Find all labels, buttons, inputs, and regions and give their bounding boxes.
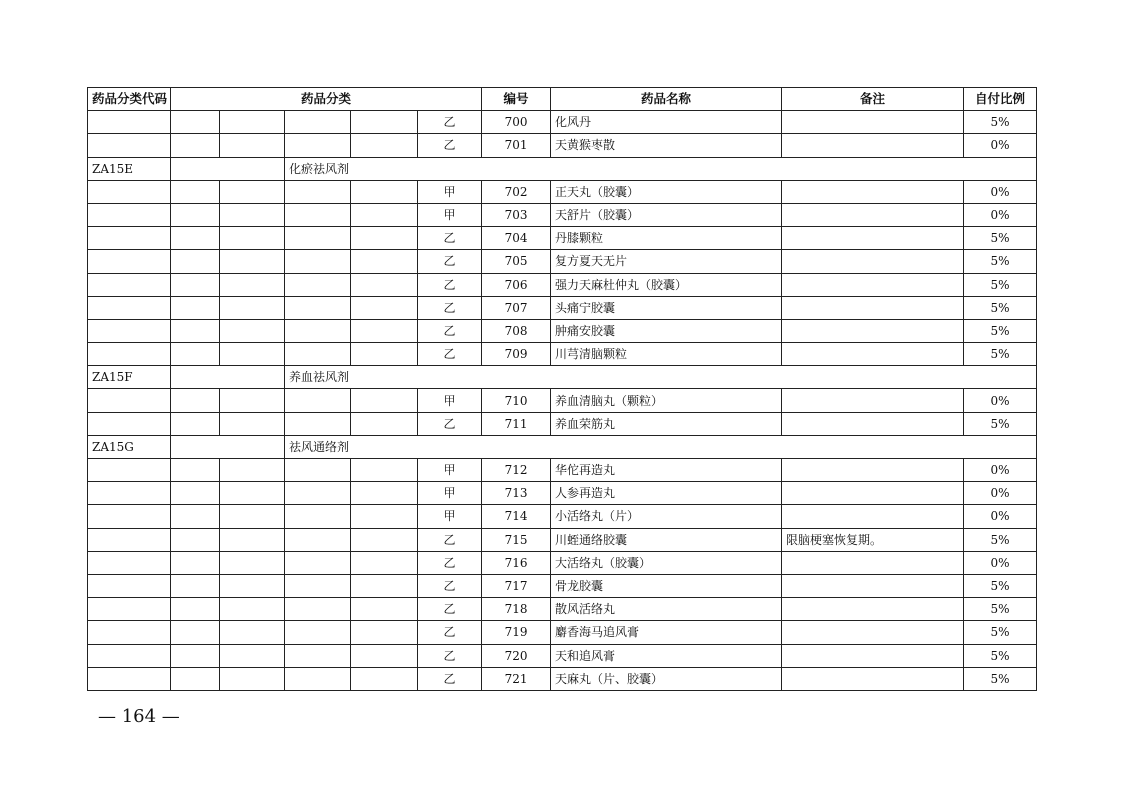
group-row [88, 366, 1037, 389]
remark-cell [782, 482, 964, 505]
empty-cell [285, 482, 351, 505]
ratio-cell: 0% [964, 505, 1037, 528]
ratio-cell: 5% [964, 667, 1037, 690]
class-cell: 乙 [418, 343, 482, 366]
empty-cell [171, 528, 220, 551]
table-row [88, 482, 1037, 505]
class-cell: 乙 [418, 134, 482, 157]
name-cell: 人参再造丸 [551, 482, 782, 505]
name-cell: 天黄猴枣散 [551, 134, 782, 157]
code-cell [88, 644, 171, 667]
code-cell [88, 203, 171, 226]
code-cell [88, 180, 171, 203]
empty-cell [171, 459, 220, 482]
number-cell: 700 [482, 111, 551, 134]
name-cell: 川芎清脑颗粒 [551, 343, 782, 366]
empty-cell [171, 667, 220, 690]
empty-cell [351, 574, 418, 597]
empty-cell [220, 389, 285, 412]
spacer-cell [171, 435, 285, 458]
name-cell: 骨龙胶囊 [551, 574, 782, 597]
number-cell: 701 [482, 134, 551, 157]
remark-cell: 限脑梗塞恢复期。 [782, 528, 964, 551]
empty-cell [351, 319, 418, 342]
code-cell [88, 343, 171, 366]
number-cell: 721 [482, 667, 551, 690]
empty-cell [171, 296, 220, 319]
header-code: 药品分类代码 [88, 88, 171, 111]
empty-cell [285, 203, 351, 226]
name-cell: 麝香海马追风膏 [551, 621, 782, 644]
name-cell: 小活络丸（片） [551, 505, 782, 528]
ratio-cell: 5% [964, 412, 1037, 435]
remark-cell [782, 273, 964, 296]
table-body [88, 111, 1037, 691]
table-row [88, 273, 1037, 296]
table-row [88, 319, 1037, 342]
empty-cell [220, 505, 285, 528]
empty-cell [351, 180, 418, 203]
empty-cell [351, 621, 418, 644]
code-cell [88, 319, 171, 342]
table-row [88, 296, 1037, 319]
class-cell: 乙 [418, 319, 482, 342]
ratio-cell: 5% [964, 273, 1037, 296]
empty-cell [285, 667, 351, 690]
class-cell: 乙 [418, 111, 482, 134]
table-row [88, 412, 1037, 435]
ratio-cell: 0% [964, 389, 1037, 412]
class-cell: 甲 [418, 203, 482, 226]
name-cell: 养血荣筋丸 [551, 412, 782, 435]
code-cell [88, 505, 171, 528]
table-row [88, 459, 1037, 482]
empty-cell [220, 598, 285, 621]
empty-cell [285, 343, 351, 366]
code-cell [88, 482, 171, 505]
remark-cell [782, 598, 964, 621]
empty-cell [285, 296, 351, 319]
empty-cell [220, 180, 285, 203]
remark-cell [782, 621, 964, 644]
name-cell: 化风丹 [551, 111, 782, 134]
code-cell [88, 598, 171, 621]
class-cell: 乙 [418, 551, 482, 574]
ratio-cell: 5% [964, 343, 1037, 366]
class-cell: 乙 [418, 667, 482, 690]
ratio-cell: 5% [964, 319, 1037, 342]
empty-cell [171, 273, 220, 296]
empty-cell [285, 319, 351, 342]
number-cell: 710 [482, 389, 551, 412]
empty-cell [351, 250, 418, 273]
class-cell: 甲 [418, 180, 482, 203]
header-name: 药品名称 [551, 88, 782, 111]
remark-cell [782, 180, 964, 203]
empty-cell [171, 227, 220, 250]
table-row [88, 134, 1037, 157]
number-cell: 708 [482, 319, 551, 342]
empty-cell [285, 389, 351, 412]
empty-cell [220, 227, 285, 250]
group-label: 祛风通络剂 [285, 435, 1037, 458]
ratio-cell: 5% [964, 111, 1037, 134]
drug-table [87, 87, 1037, 691]
code-cell [88, 621, 171, 644]
number-cell: 715 [482, 528, 551, 551]
number-cell: 713 [482, 482, 551, 505]
table-row [88, 343, 1037, 366]
empty-cell [171, 180, 220, 203]
name-cell: 天麻丸（片、胶囊） [551, 667, 782, 690]
empty-cell [351, 343, 418, 366]
empty-cell [351, 667, 418, 690]
ratio-cell: 0% [964, 180, 1037, 203]
ratio-cell: 5% [964, 621, 1037, 644]
name-cell: 正天丸（胶囊） [551, 180, 782, 203]
table-row [88, 250, 1037, 273]
code-cell [88, 273, 171, 296]
empty-cell [220, 343, 285, 366]
name-cell: 散风活络丸 [551, 598, 782, 621]
code-cell [88, 227, 171, 250]
table-header-row [88, 88, 1037, 111]
class-cell: 甲 [418, 389, 482, 412]
remark-cell [782, 412, 964, 435]
group-label: 化瘀祛风剂 [285, 157, 1037, 180]
header-category: 药品分类 [171, 88, 482, 111]
remark-cell [782, 227, 964, 250]
remark-cell [782, 551, 964, 574]
remark-cell [782, 296, 964, 319]
spacer-cell [171, 157, 285, 180]
empty-cell [220, 621, 285, 644]
table-row [88, 180, 1037, 203]
name-cell: 天舒片（胶囊） [551, 203, 782, 226]
empty-cell [220, 134, 285, 157]
empty-cell [171, 250, 220, 273]
table-row [88, 644, 1037, 667]
empty-cell [285, 551, 351, 574]
name-cell: 复方夏天无片 [551, 250, 782, 273]
ratio-cell: 0% [964, 482, 1037, 505]
empty-cell [285, 250, 351, 273]
name-cell: 华佗再造丸 [551, 459, 782, 482]
code-cell [88, 250, 171, 273]
ratio-cell: 0% [964, 134, 1037, 157]
empty-cell [220, 111, 285, 134]
empty-cell [171, 111, 220, 134]
class-cell: 甲 [418, 482, 482, 505]
table-row [88, 574, 1037, 597]
number-cell: 707 [482, 296, 551, 319]
empty-cell [171, 644, 220, 667]
empty-cell [220, 644, 285, 667]
empty-cell [285, 574, 351, 597]
empty-cell [351, 644, 418, 667]
empty-cell [220, 551, 285, 574]
number-cell: 702 [482, 180, 551, 203]
empty-cell [351, 111, 418, 134]
ratio-cell: 5% [964, 227, 1037, 250]
table-row [88, 227, 1037, 250]
empty-cell [220, 250, 285, 273]
group-code: ZA15G [88, 435, 171, 458]
empty-cell [351, 273, 418, 296]
group-label: 养血祛风剂 [285, 366, 1037, 389]
empty-cell [285, 273, 351, 296]
empty-cell [285, 134, 351, 157]
class-cell: 乙 [418, 412, 482, 435]
empty-cell [171, 621, 220, 644]
empty-cell [285, 528, 351, 551]
empty-cell [351, 389, 418, 412]
ratio-cell: 5% [964, 528, 1037, 551]
code-cell [88, 296, 171, 319]
empty-cell [351, 296, 418, 319]
number-cell: 711 [482, 412, 551, 435]
empty-cell [285, 505, 351, 528]
number-cell: 709 [482, 343, 551, 366]
table-row [88, 528, 1037, 551]
empty-cell [351, 459, 418, 482]
number-cell: 705 [482, 250, 551, 273]
empty-cell [171, 574, 220, 597]
number-cell: 718 [482, 598, 551, 621]
empty-cell [220, 412, 285, 435]
remark-cell [782, 343, 964, 366]
empty-cell [171, 505, 220, 528]
empty-cell [220, 296, 285, 319]
class-cell: 乙 [418, 644, 482, 667]
name-cell: 川蛭通络胶囊 [551, 528, 782, 551]
empty-cell [285, 598, 351, 621]
number-cell: 720 [482, 644, 551, 667]
empty-cell [171, 551, 220, 574]
empty-cell [351, 203, 418, 226]
table-row [88, 598, 1037, 621]
class-cell: 乙 [418, 273, 482, 296]
class-cell: 甲 [418, 459, 482, 482]
table-row [88, 203, 1037, 226]
table-row [88, 505, 1037, 528]
empty-cell [285, 227, 351, 250]
ratio-cell: 0% [964, 203, 1037, 226]
empty-cell [171, 203, 220, 226]
code-cell [88, 528, 171, 551]
empty-cell [351, 528, 418, 551]
name-cell: 强力天麻杜仲丸（胶囊） [551, 273, 782, 296]
table-row [88, 551, 1037, 574]
number-cell: 703 [482, 203, 551, 226]
header-remark: 备注 [782, 88, 964, 111]
number-cell: 717 [482, 574, 551, 597]
empty-cell [220, 319, 285, 342]
number-cell: 719 [482, 621, 551, 644]
class-cell: 乙 [418, 296, 482, 319]
empty-cell [220, 203, 285, 226]
code-cell [88, 389, 171, 412]
empty-cell [351, 482, 418, 505]
remark-cell [782, 505, 964, 528]
name-cell: 天和追风膏 [551, 644, 782, 667]
header-ratio: 自付比例 [964, 88, 1037, 111]
empty-cell [171, 598, 220, 621]
empty-cell [171, 134, 220, 157]
empty-cell [285, 621, 351, 644]
name-cell: 丹膝颗粒 [551, 227, 782, 250]
class-cell: 乙 [418, 227, 482, 250]
page-number: — 164 — [98, 706, 180, 727]
class-cell: 乙 [418, 598, 482, 621]
empty-cell [171, 482, 220, 505]
table-row [88, 111, 1037, 134]
remark-cell [782, 667, 964, 690]
name-cell: 头痛宁胶囊 [551, 296, 782, 319]
remark-cell [782, 389, 964, 412]
number-cell: 706 [482, 273, 551, 296]
number-cell: 714 [482, 505, 551, 528]
remark-cell [782, 644, 964, 667]
group-code: ZA15F [88, 366, 171, 389]
remark-cell [782, 203, 964, 226]
empty-cell [220, 482, 285, 505]
ratio-cell: 5% [964, 598, 1037, 621]
empty-cell [220, 667, 285, 690]
empty-cell [285, 459, 351, 482]
number-cell: 712 [482, 459, 551, 482]
empty-cell [351, 505, 418, 528]
remark-cell [782, 111, 964, 134]
empty-cell [220, 528, 285, 551]
class-cell: 甲 [418, 505, 482, 528]
empty-cell [220, 459, 285, 482]
ratio-cell: 0% [964, 459, 1037, 482]
code-cell [88, 551, 171, 574]
empty-cell [285, 180, 351, 203]
number-cell: 704 [482, 227, 551, 250]
remark-cell [782, 459, 964, 482]
remark-cell [782, 250, 964, 273]
code-cell [88, 412, 171, 435]
class-cell: 乙 [418, 574, 482, 597]
table-row [88, 389, 1037, 412]
table-row [88, 621, 1037, 644]
ratio-cell: 5% [964, 296, 1037, 319]
empty-cell [220, 574, 285, 597]
number-cell: 716 [482, 551, 551, 574]
remark-cell [782, 574, 964, 597]
empty-cell [351, 227, 418, 250]
empty-cell [171, 412, 220, 435]
code-cell [88, 459, 171, 482]
empty-cell [171, 343, 220, 366]
empty-cell [171, 319, 220, 342]
ratio-cell: 5% [964, 574, 1037, 597]
class-cell: 乙 [418, 528, 482, 551]
empty-cell [285, 412, 351, 435]
empty-cell [285, 644, 351, 667]
empty-cell [220, 273, 285, 296]
empty-cell [351, 412, 418, 435]
empty-cell [351, 134, 418, 157]
code-cell [88, 134, 171, 157]
remark-cell [782, 319, 964, 342]
code-cell [88, 574, 171, 597]
name-cell: 养血清脑丸（颗粒） [551, 389, 782, 412]
code-cell [88, 111, 171, 134]
empty-cell [351, 598, 418, 621]
ratio-cell: 5% [964, 250, 1037, 273]
ratio-cell: 5% [964, 644, 1037, 667]
empty-cell [171, 389, 220, 412]
class-cell: 乙 [418, 621, 482, 644]
class-cell: 乙 [418, 250, 482, 273]
empty-cell [285, 111, 351, 134]
spacer-cell [171, 366, 285, 389]
table-row [88, 667, 1037, 690]
remark-cell [782, 134, 964, 157]
group-row [88, 157, 1037, 180]
ratio-cell: 0% [964, 551, 1037, 574]
header-number: 编号 [482, 88, 551, 111]
group-code: ZA15E [88, 157, 171, 180]
group-row [88, 435, 1037, 458]
name-cell: 肿痛安胶囊 [551, 319, 782, 342]
empty-cell [351, 551, 418, 574]
code-cell [88, 667, 171, 690]
name-cell: 大活络丸（胶囊） [551, 551, 782, 574]
